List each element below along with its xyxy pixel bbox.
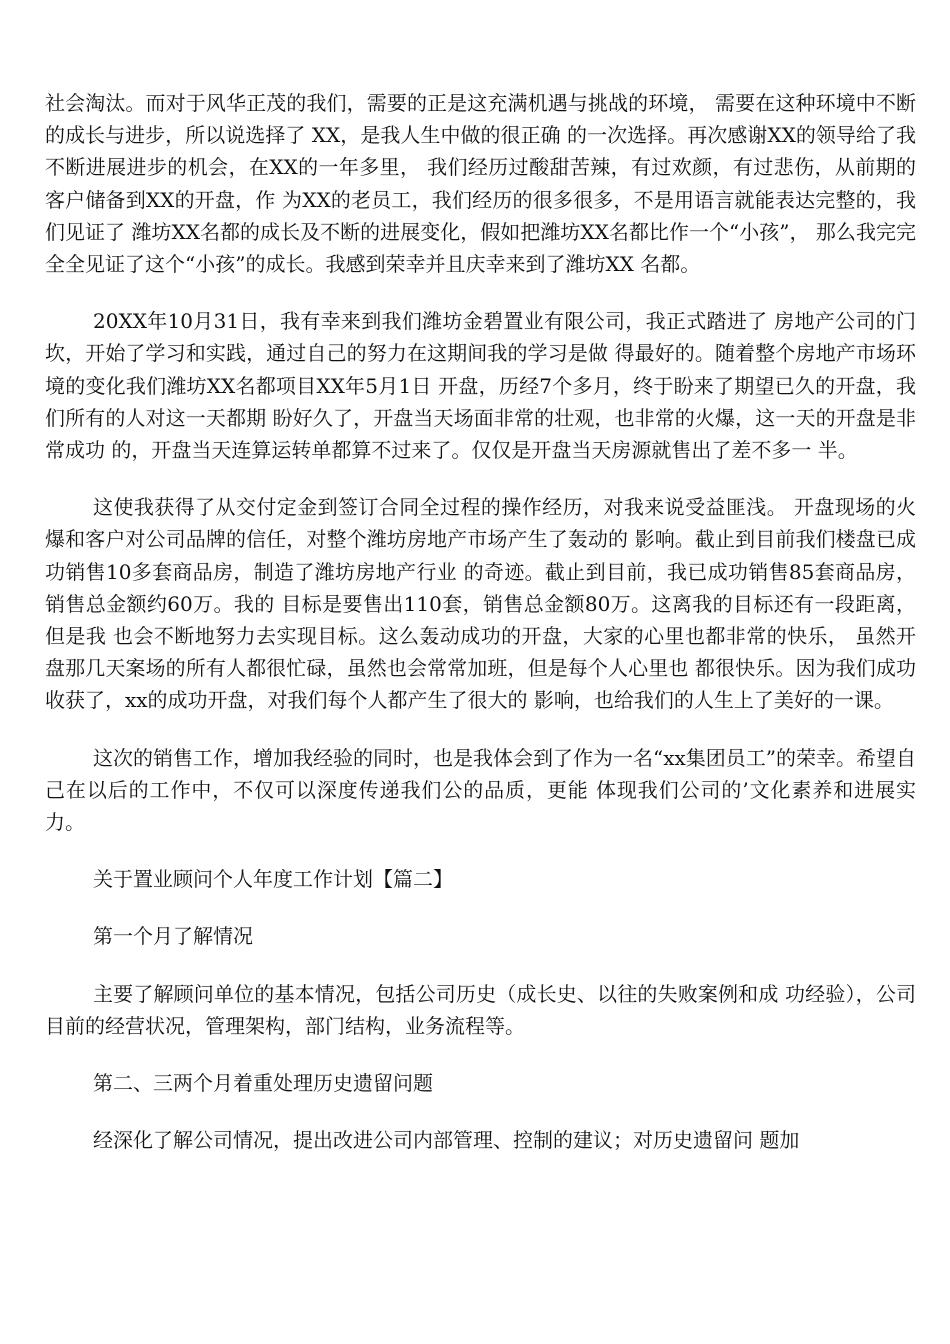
paragraph-months-two-three-detail: 经深化了解公司情况，提出改进公司内部管理、控制的建议；对历史遗留问 题加 [93, 1128, 800, 1153]
paragraph-sales-experience: 这使我获得了从交付定金到签订合同全过程的操作经历，对我来说受益匪浅。 开盘现场的火爆和客户对公司品牌的信任，对整个潍坊房地产市场产生了轰动的 影响。截止到目前我们楼盘已成功销售10多套商品房，制造了潍坊房地产行业 的奇迹。截止到目前，我已成功销售85套商品房，销售总金额约60万。我的 目标是要售出110套，销售总金额80万。这离我的目标还有一段距离，但是我 也会不断地努力去实现目标。这么轰动成功的开盘，大家的心里也都非常的快乐， 虽然开盘那几天案场的所有人都很忙碌，虽然也会常常加班，但是每个人心里也 都很快乐。因为我们成功收获了，xx的成功开盘，对我们每个人都产生了很大的 影响，也给我们的人生上了美好的一课。 [45, 495, 916, 713]
section-heading-part-two: 关于置业顾问个人年度工作计划【篇二】 [93, 867, 453, 892]
paragraph-month-one-detail: 主要了解顾问单位的基本情况，包括公司历史（成长史、以往的失败案例和成 功经验），公司目前的经营状况，管理架构，部门结构，业务流程等。 [45, 981, 916, 1038]
paragraph-intro-continuation: 社会淘汰。而对于风华正茂的我们，需要的正是这充满机遇与挑战的环境， 需要在这种环境中不断的成长与进步，所以说选择了 XX，是我人生中做的很正确 的一次选择。再次感谢XX的领导给了我不断进展进步的机会，在XX的一年多里， 我们经历过酸甜苦辣，有过欢颜，有过悲伤，从前期的客户储备到XX的开盘，作 为XX的老员工，我们经历的很多很多，不是用语言就能表达完整的，我们见证了 潍坊XX名都的成长及不断的进展变化，假如把潍坊XX名都比作一个“小孩”， 那么我完完全全见证了这个“小孩”的成长。我感到荣幸并且庆幸来到了潍坊XX 名都。 [45, 91, 916, 277]
paragraph-reflection: 这次的销售工作，增加我经验的同时，也是我体会到了作为一名“xx集团员工”的荣幸。希望自己在以后的工作中，不仅可以深度传递我们公的品质，更能 体现我们公司的’文化素养和进展实力。 [45, 745, 917, 835]
subheading-months-two-three: 第二、三两个月着重处理历史遗留问题 [93, 1071, 433, 1096]
subheading-month-one: 第一个月了解情况 [93, 924, 253, 949]
paragraph-joining-company: 20XX年10月31日，我有幸来到我们潍坊金碧置业有限公司，我正式踏进了 房地产公司的门坎，开始了学习和实践，通过自己的努力在这期间我的学习是做 得最好的。随着整个房地产市场环境的变化我们潍坊XX名都项目XX年5月1日 开盘，历经7个多月，终于盼来了期望已久的开盘，我们所有的人对这一天都期 盼好久了，开盘当天场面非常的壮观，也非常的火爆，这一天的开盘是非常成功 的，开盘当天连算运转单都算不过来了。仅仅是开盘当天房源就售出了差不多一 半。 [45, 309, 916, 463]
